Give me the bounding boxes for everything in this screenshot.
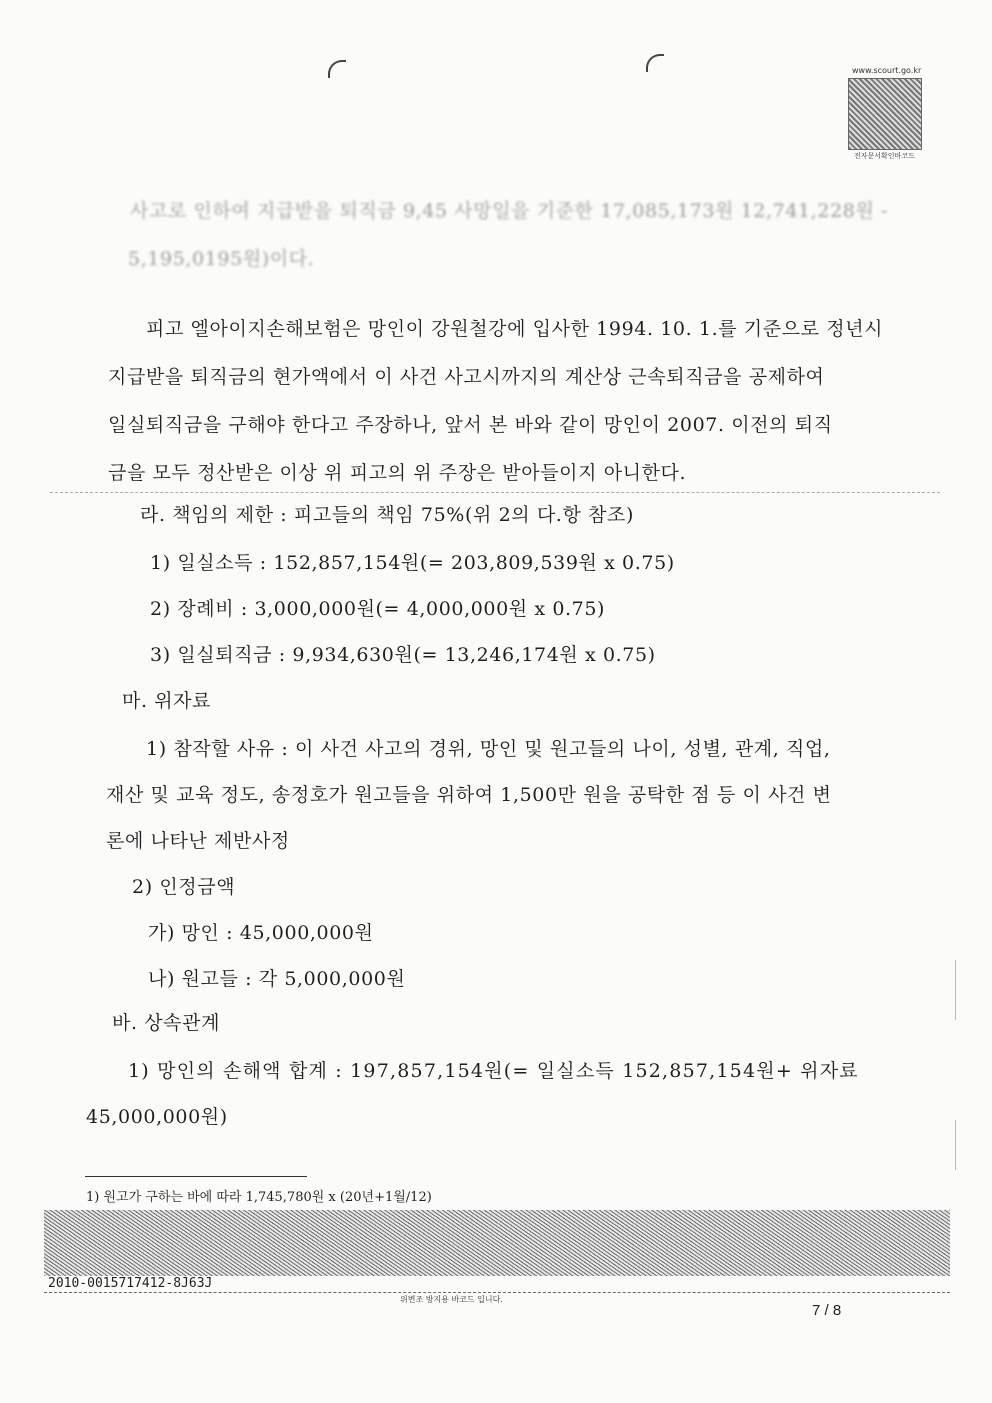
corner-mark-right: [646, 54, 664, 72]
document-code: 2010-0015717412-8J63J: [48, 1276, 213, 1291]
scan-tick: [955, 1120, 956, 1170]
para1-line-1: 피고 엘아이지손해보험은 망인이 강원철강에 입사한 1994. 10. 1.를 기준으로 정년시: [146, 318, 884, 340]
barcode-note: 위변조 방지용 바코드 입니다.: [400, 1295, 503, 1304]
section-ra-heading: 라. 책임의 제한 : 피고들의 책임 75%(위 2의 다.항 참조): [140, 500, 634, 527]
footnote-rule: [85, 1176, 307, 1177]
ma-item-2-ga: 가) 망인 : 45,000,000원: [148, 922, 374, 944]
page-number: 7 / 8: [812, 1302, 842, 1319]
scan-tick: [955, 960, 956, 1020]
dashed-divider: [50, 492, 940, 493]
blurred-line-1: 사고로 인하여 지급받을 퇴직금 9,45 사망일을 기준한 17,085,173원 12,741,228원 -: [130, 200, 889, 222]
anti-forgery-barcode-icon: [44, 1210, 950, 1276]
ma-item-2-na: 나) 원고들 : 각 5,000,000원: [148, 968, 406, 990]
ba-item-1-line-1: 1) 망인의 손해액 합계 : 197,857,154원(= 일실소득 152,857,154원+ 위자료: [128, 1060, 859, 1082]
ra-item-1: 1) 일실소득 : 152,857,154원(= 203,809,539원 x 0.75): [150, 552, 675, 574]
para1-line-3: 일실퇴직금을 구해야 한다고 주장하나, 앞서 본 바와 같이 망인이 2007. 이전의 퇴직: [108, 414, 833, 436]
section-ba-heading: 바. 상속관계: [112, 1012, 221, 1034]
ba-item-1-line-2: 45,000,000원): [86, 1106, 228, 1128]
footnote: 1) 원고가 구하는 바에 따라 1,745,780원 x (20년+1월/12): [86, 1190, 432, 1205]
qr-caption: 전자문서확인바코드: [854, 152, 915, 160]
para1-line-4: 금을 모두 정산받은 이상 위 피고의 위 주장은 받아들이지 아니한다.: [108, 462, 687, 484]
corner-mark-left: [328, 60, 346, 78]
ra-item-2: 2) 장례비 : 3,000,000원(= 4,000,000원 x 0.75): [150, 598, 606, 620]
para1-line-2: 지급받을 퇴직금의 현가액에서 이 사건 사고시까지의 계산상 근속퇴직금을 공제하여: [108, 366, 825, 388]
qr-code-icon: [848, 78, 922, 150]
ra-item-3: 3) 일실퇴직금 : 9,934,630원(= 13,246,174원 x 0.75): [150, 644, 656, 666]
ma-item-2: 2) 인정금액: [132, 876, 236, 898]
ma-item-1-line-1: 1) 참작할 사유 : 이 사건 사고의 경위, 망인 및 원고들의 나이, 성별, 관계, 직업,: [146, 738, 831, 760]
section-ma-heading: 마. 위자료: [122, 690, 212, 712]
ma-item-1-line-3: 론에 나타난 제반사정: [106, 830, 290, 852]
ma-item-1-line-2: 재산 및 교육 정도, 송정호가 원고들을 위하여 1,500만 원을 공탁한 점 등 이 사건 변: [106, 784, 832, 806]
blurred-line-2: 5,195,0195원)이다.: [128, 248, 315, 270]
qr-url: www.scourt.go.kr: [852, 66, 922, 75]
footer-dashed-line: [44, 1292, 950, 1293]
